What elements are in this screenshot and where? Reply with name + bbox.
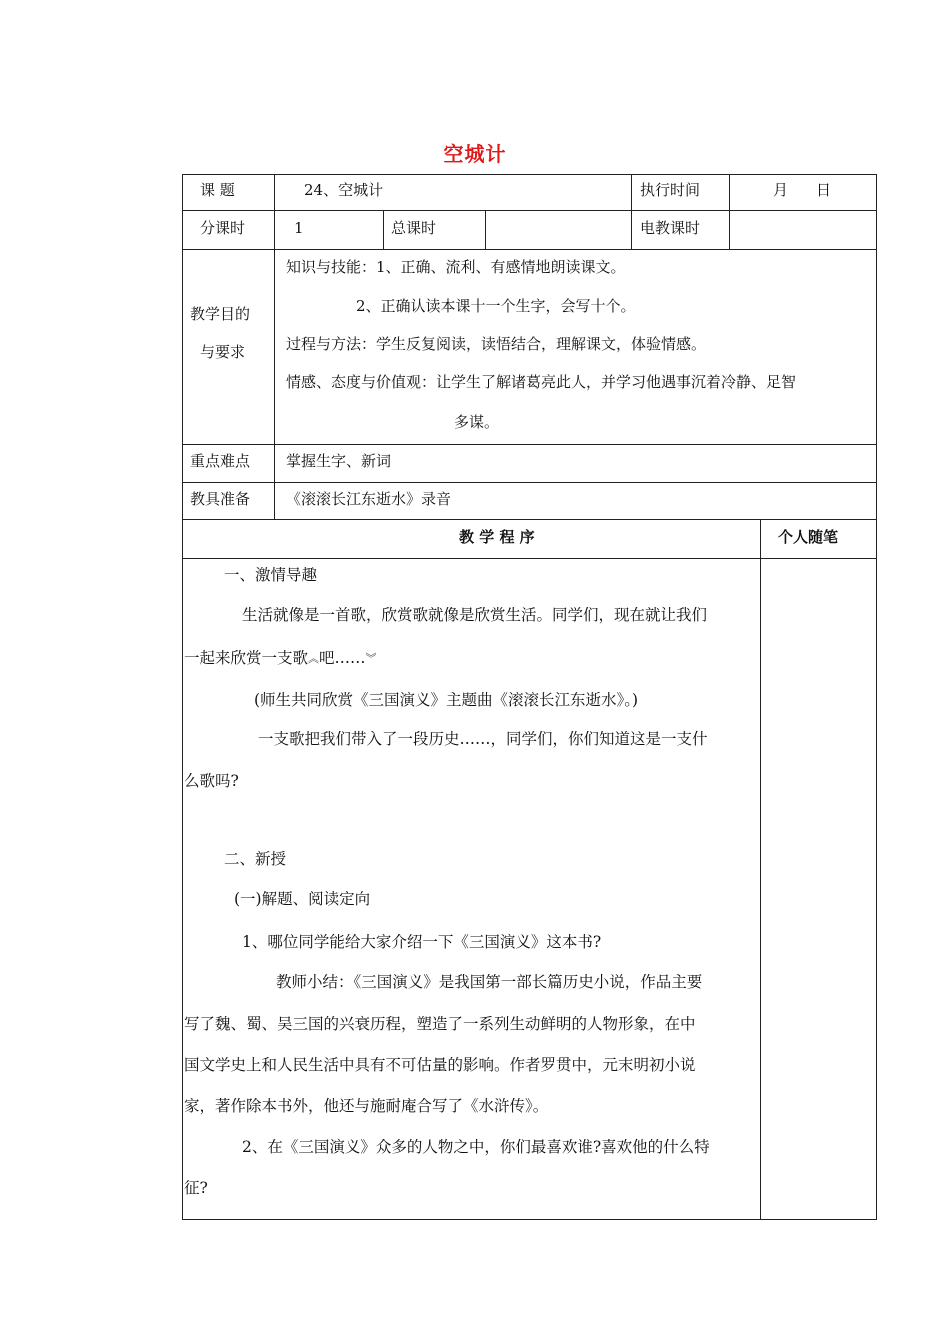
column-divider: [729, 174, 730, 249]
row-divider: [182, 249, 877, 250]
notes-header: 个人随笔: [778, 528, 839, 546]
lesson-hours-label: 分课时: [200, 219, 246, 237]
summary-line: 国文学史上和人民生活中具有不可估量的影响。作者罗贯中，元末明初小说: [184, 1056, 696, 1074]
exec-time-month: 月: [773, 181, 789, 199]
paragraph-line: 一起来欣赏一支歌︽吧……︾: [184, 649, 377, 667]
topic-label: 课 题: [200, 181, 235, 199]
exec-time-label: 执行时间: [640, 181, 701, 199]
exec-time-day: 日: [816, 181, 832, 199]
objective-line: 多谋。: [454, 413, 500, 431]
lesson-hours-value: 1: [294, 219, 304, 237]
objectives-label-line2: 与要求: [200, 343, 246, 361]
paragraph-line: 么歌吗?: [184, 772, 239, 790]
section-title: 一、激情导趣: [224, 566, 318, 584]
row-divider: [182, 444, 877, 445]
summary-line: 写了魏、蜀、吴三国的兴衰历程，塑造了一系列生动鲜明的人物形象，在中: [184, 1015, 696, 1033]
paragraph-line: 生活就像是一首歌，欣赏歌就像是欣赏生活。同学们，现在就让我们: [242, 606, 708, 624]
objective-line: 知识与技能：1、正确、流利、有感情地朗读课文。: [286, 258, 626, 276]
section-title: 二、新授: [224, 850, 287, 868]
objective-line: 2、正确认读本课十一个生字，会写十个。: [356, 297, 636, 315]
table-border-top: [182, 174, 877, 175]
notes-column-divider: [760, 519, 761, 1219]
row-divider: [182, 519, 877, 520]
row-divider: [182, 558, 877, 559]
materials-value: 《滚滚长江东逝水》录音: [286, 490, 452, 508]
objective-line: 过程与方法：学生反复阅读，读悟结合，理解课文，体验情感。: [286, 335, 707, 353]
column-divider: [383, 210, 384, 249]
objectives-label-line1: 教学目的: [190, 305, 251, 323]
question-line: 2、在《三国演义》众多的人物之中，你们最喜欢谁?喜欢他的什么特: [242, 1138, 710, 1156]
page-title: 空城计: [443, 142, 507, 166]
total-hours-label: 总课时: [391, 219, 437, 237]
summary-line: 教师小结：《三国演义》是我国第一部长篇历史小说，作品主要: [276, 973, 703, 991]
column-divider: [485, 210, 486, 249]
objective-line: 情感、态度与价值观：让学生了解诸葛亮此人，并学习他遇事沉着冷静、足智: [286, 373, 797, 391]
question-line: 征?: [184, 1179, 208, 1197]
paragraph-line: 一支歌把我们带入了一段历史……，同学们，你们知道这是一支什: [258, 730, 708, 748]
subsection-title: (一)解题、阅读定向: [234, 890, 371, 908]
topic-value: 24、空城计: [304, 181, 384, 199]
materials-label: 教具准备: [190, 490, 251, 508]
lesson-plan-table: [182, 174, 877, 1220]
procedure-header: 教 学 程 序: [459, 528, 535, 546]
key-points-label: 重点难点: [190, 452, 251, 470]
label-column-divider: [274, 174, 275, 519]
question-line: 1、哪位同学能给大家介绍一下《三国演义》这本书?: [242, 933, 602, 951]
paragraph-line: (师生共同欣赏《三国演义》主题曲《滚滚长江东逝水》。): [254, 691, 639, 709]
key-points-value: 掌握生字、新词: [286, 452, 392, 470]
row-divider: [182, 482, 877, 483]
summary-line: 家，著作除本书外，他还与施耐庵合写了《水浒传》。: [184, 1097, 549, 1115]
e-lesson-label: 电教课时: [640, 219, 701, 237]
table-border-bottom: [182, 1219, 877, 1220]
row-divider: [182, 210, 877, 211]
column-divider: [631, 174, 632, 249]
table-border-right: [876, 174, 877, 1220]
table-border-left: [182, 174, 183, 1220]
